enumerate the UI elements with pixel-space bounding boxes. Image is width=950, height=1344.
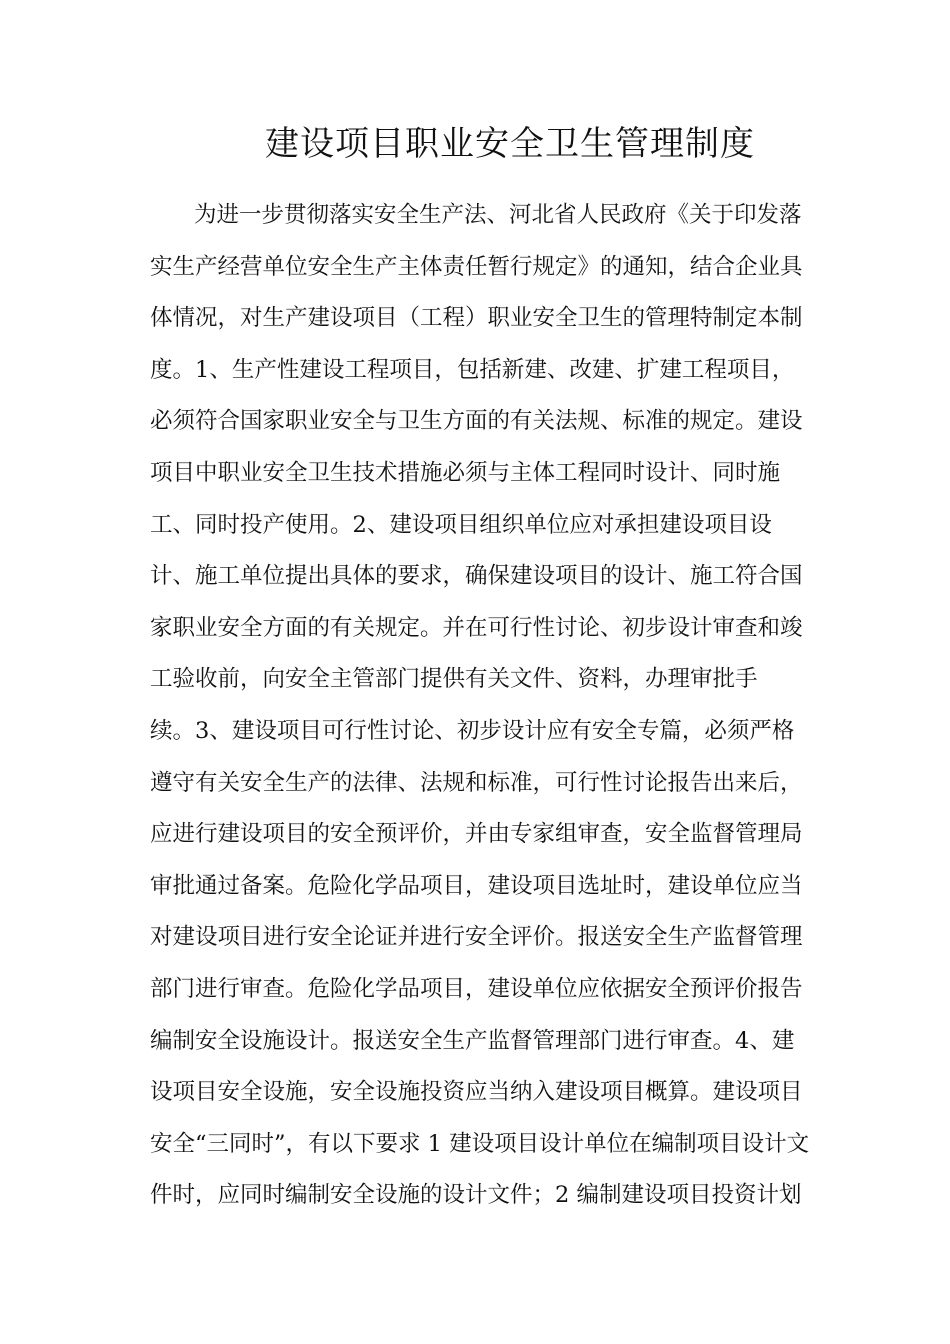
body-line: 实生产经营单位安全生产主体责任暂行规定》的通知，结合企业具	[150, 253, 803, 280]
document-body	[150, 190, 810, 1222]
body-line: 度。1、生产性建设工程项目，包括新建、改建、扩建工程项目，	[150, 356, 795, 383]
body-line: 对建设项目进行安全论证并进行安全评价。报送安全生产监督管理	[150, 924, 803, 951]
body-line: 续。3、建设项目可行性讨论、初步设计应有安全专篇，必须严格	[150, 717, 795, 744]
body-line: 编制安全设施设计。报送安全生产监督管理部门进行审查。4、建	[150, 1027, 795, 1054]
body-line: 项目中职业安全卫生技术措施必须与主体工程同时设计、同时施	[150, 459, 781, 486]
body-line: 体情况，对生产建设项目（工程）职业安全卫生的管理特制定本制	[150, 305, 803, 332]
body-line: 工验收前，向安全主管部门提供有关文件、资料，办理审批手	[150, 666, 758, 693]
body-line: 家职业安全方面的有关规定。并在可行性讨论、初步设计审查和竣	[150, 614, 803, 641]
body-line: 应进行建设项目的安全预评价，并由专家组审查，安全监督管理局	[150, 821, 803, 848]
body-line: 安全“三同时”，有以下要求 1 建设项目设计单位在编制项目设计文	[150, 1130, 810, 1157]
body-line: 设项目安全设施，安全设施投资应当纳入建设项目概算。建设项目	[150, 1079, 803, 1106]
body-line: 为进一步贯彻落实安全生产法、河北省人民政府《关于印发落	[194, 202, 802, 228]
body-line: 部门进行审查。危险化学品项目，建设单位应依据安全预评价报告	[150, 975, 803, 1002]
body-line: 审批通过备案。危险化学品项目，建设项目选址时，建设单位应当	[150, 872, 803, 899]
body-line: 遵守有关安全生产的法律、法规和标准，可行性讨论报告出来后，	[150, 769, 803, 796]
body-line: 工、同时投产使用。2、建设项目组织单位应对承担建设项目设	[150, 511, 772, 538]
body-line: 必须符合国家职业安全与卫生方面的有关法规、标准的规定。建设	[150, 408, 803, 435]
document-title: 建设项目职业安全卫生管理制度	[265, 124, 755, 164]
body-line: 计、施工单位提出具体的要求，确保建设项目的设计、施工符合国	[150, 563, 803, 590]
body-line: 件时，应同时编制安全设施的设计文件；2 编制建设项目投资计划	[150, 1182, 802, 1209]
